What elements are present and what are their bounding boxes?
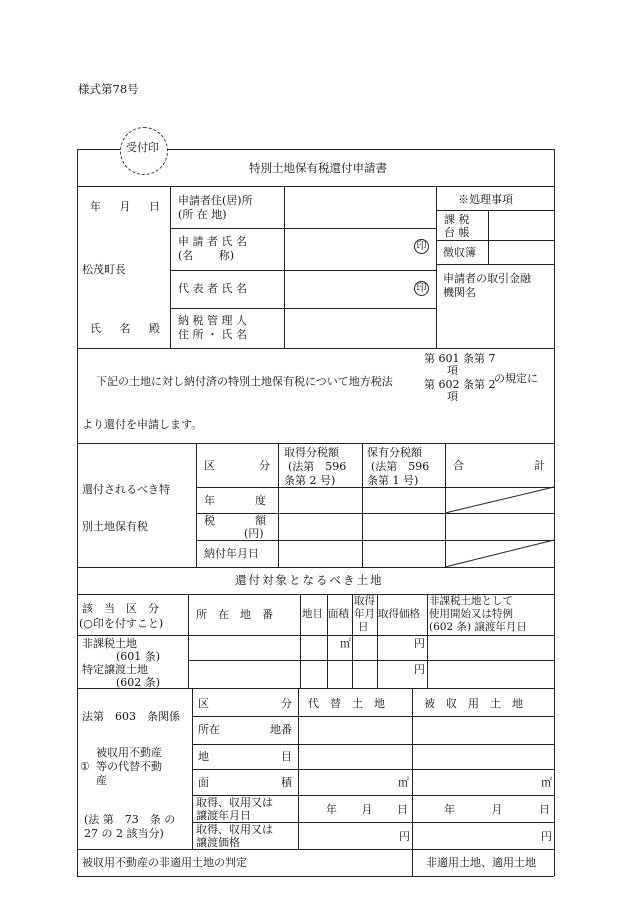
row-tax-amount: 税 額 bbox=[204, 514, 266, 527]
row-specific-transfer-sub: (602 条) bbox=[116, 676, 161, 689]
form-number: 様式第78号 bbox=[78, 82, 139, 96]
col-acq-tax-sub2: 条第 2 号) bbox=[284, 474, 336, 487]
ymd-substitute: 年 月 日 bbox=[326, 803, 408, 816]
addressee-name: 氏 名 殿 bbox=[90, 322, 160, 335]
art603-circle-one: ① bbox=[80, 760, 90, 773]
declaration-article-1: 第 601 条第 7 bbox=[424, 352, 496, 365]
refund-label-sub: 別土地保有税 bbox=[82, 520, 148, 533]
declaration-prefix: 下記の土地に対し納付済の特別土地保有税について地方税法 bbox=[96, 375, 393, 388]
col-chimoku: 地目 bbox=[302, 608, 323, 620]
bank-label: 申請者の取引金融 bbox=[443, 272, 531, 285]
declaration-suffix: の規定に bbox=[494, 372, 538, 385]
row-tax-amount-unit: (円) bbox=[244, 527, 264, 540]
art603-row-area: 面 積 bbox=[198, 776, 292, 789]
applicant-name-sub: (名 称) bbox=[178, 249, 235, 262]
col-category-sub: (○印を付すこと) bbox=[79, 617, 164, 630]
row-pay-date: 納付年月日 bbox=[204, 547, 259, 560]
land-section-title: 還付対象となるべき土地 bbox=[235, 573, 384, 587]
unit-sqm: ㎡ bbox=[398, 776, 409, 789]
col-nontax-2: 使用開始又は特例 bbox=[429, 608, 513, 620]
unit-sqm: ㎡ bbox=[541, 776, 552, 789]
col-hold-tax-sub1: (法第 596 bbox=[371, 460, 430, 473]
applicant-address-sub: (所 在 地) bbox=[178, 208, 227, 221]
art603-label3b: 27 の 2 該当分) bbox=[84, 827, 164, 840]
date-label: 年 月 日 bbox=[90, 200, 160, 213]
col-acq-date: 取得 bbox=[354, 595, 375, 607]
footer-judgment-label: 被収用不動産の非適用土地の判定 bbox=[82, 856, 247, 869]
art603-label3: (法 第 73 条 の bbox=[84, 813, 176, 826]
representative-label: 代 表 者 氏 名 bbox=[178, 282, 247, 295]
art603-row-location: 所在 地番 bbox=[198, 723, 292, 736]
unit-yen: 円 bbox=[414, 637, 425, 650]
collection-book-label: 徴収簿 bbox=[443, 246, 476, 259]
tax-manager-label: 納 税 管 理 人 bbox=[178, 314, 247, 327]
diagonal-mark bbox=[445, 540, 554, 567]
seal-mark: 印 bbox=[414, 281, 429, 296]
unit-yen: 円 bbox=[541, 830, 552, 843]
diagonal-mark bbox=[445, 487, 554, 513]
ymd-expropriated: 年 月 日 bbox=[444, 803, 550, 816]
tax-manager-sub: 住 所 ・ 氏 名 bbox=[178, 328, 247, 341]
art603-row-price-sub: 譲渡価格 bbox=[196, 836, 240, 849]
bank-sub: 機関名 bbox=[443, 286, 476, 299]
applicant-name-label: 申 請 者 氏 名 bbox=[178, 235, 247, 248]
form-title: 特別土地保有税還付申請書 bbox=[249, 161, 387, 175]
art603-label: 法第 603 条関係 bbox=[82, 710, 180, 723]
row-nontax-land-sub: (601 条) bbox=[116, 650, 161, 663]
art603-row-kubun: 区 分 bbox=[198, 697, 292, 710]
col-nontax-3: (602 条) 譲渡年月日 bbox=[429, 621, 527, 633]
art603-label2: 被収用不動産 bbox=[96, 746, 162, 759]
declaration-line2: より還付を申請します。 bbox=[82, 418, 203, 431]
col-hold-tax-sub2: 条第 1 号) bbox=[367, 474, 419, 487]
col-acq-tax: 取得分税額 bbox=[284, 446, 339, 459]
unit-yen: 円 bbox=[414, 663, 425, 676]
declaration-article-1b: 項 bbox=[447, 364, 458, 377]
art603-row-date: 取得、収用又は bbox=[196, 796, 273, 809]
col-area: 面積 bbox=[328, 608, 349, 620]
art603-row-chimoku: 地 目 bbox=[198, 750, 292, 763]
col-acq-price: 取得価格 bbox=[378, 608, 420, 620]
col-acq-date-2: 年月 bbox=[354, 608, 375, 620]
applicant-address-label: 申請者住(居)所 bbox=[178, 194, 253, 207]
processing-label: ※処理事項 bbox=[458, 193, 513, 206]
footer-judgment-options: 非適用土地、適用土地 bbox=[426, 856, 536, 869]
col-acq-date-3: 日 bbox=[358, 621, 369, 633]
col-hold-tax: 保有分税額 bbox=[367, 446, 422, 459]
art603-row-price: 取得、収用又は bbox=[196, 823, 273, 836]
col-location: 所 在 地 番 bbox=[196, 608, 273, 621]
addressee: 松茂町長 bbox=[82, 263, 126, 276]
unit-yen: 円 bbox=[399, 830, 410, 843]
col-category: 該 当 区 分 bbox=[82, 602, 159, 615]
refund-label: 還付されるべき特 bbox=[82, 483, 170, 496]
receipt-stamp-label: 受付印 bbox=[126, 141, 159, 154]
col-nontax: 非課税土地として bbox=[429, 595, 513, 607]
row-nontax-land: 非課税土地 bbox=[82, 637, 137, 650]
row-specific-transfer: 特定譲渡土地 bbox=[82, 663, 148, 676]
art603-label2b: 等の代替不動 bbox=[96, 760, 162, 773]
tax-ledger-label: 課 税 bbox=[444, 213, 470, 226]
art603-row-date-sub: 譲渡年月日 bbox=[196, 809, 251, 822]
col-kubun: 区 分 bbox=[204, 459, 270, 472]
tax-ledger-sub: 台 帳 bbox=[444, 226, 470, 239]
col-substitute-land: 代 替 土 地 bbox=[308, 697, 385, 710]
seal-mark: 印 bbox=[414, 239, 429, 254]
row-year: 年 度 bbox=[204, 494, 266, 507]
unit-sqm: ㎡ bbox=[340, 637, 351, 650]
col-acq-tax-sub1: (法第 596 bbox=[288, 460, 347, 473]
declaration-article-2b: 項 bbox=[447, 390, 458, 403]
declaration-article-2: 第 602 条第 2 bbox=[424, 378, 496, 391]
col-expropriated-land: 被 収 用 土 地 bbox=[424, 697, 523, 710]
art603-label2c: 産 bbox=[96, 774, 107, 787]
col-total: 合 計 bbox=[453, 459, 545, 472]
